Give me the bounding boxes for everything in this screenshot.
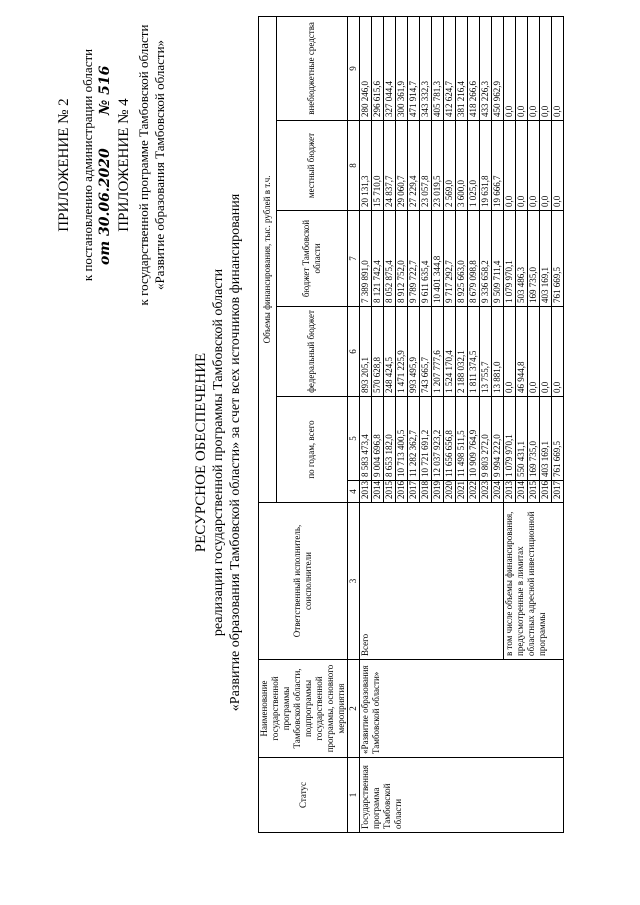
doc-subtitle-2: «Развитие образования Тамбовской области» за счет всех источников финансирования	[228, 193, 243, 712]
local-cell: 1 025,0	[468, 121, 480, 211]
to-program-line: к государственной программе Тамбовской области	[136, 24, 151, 306]
total-cell: 9 803 272,0	[480, 397, 492, 481]
total-cell: 550 431,1	[516, 397, 528, 481]
total-cell: 169 735,0	[528, 397, 540, 481]
extra-cell: 418 266,6	[468, 16, 480, 120]
header-executor: Ответственный исполнитель, соисполнители	[259, 503, 348, 660]
extra-cell: 0,0	[504, 16, 516, 120]
resource-table	[258, 16, 564, 833]
header-status: Статус	[259, 758, 348, 833]
federal-cell: 13 755,7	[480, 307, 492, 397]
federal-cell: 2 188 032,1	[456, 307, 468, 397]
regional-cell: 9 509 711,4	[492, 211, 504, 307]
header-local: местный бюджет	[276, 121, 347, 211]
federal-cell: 893 205,1	[360, 307, 372, 397]
regional-cell: 8 925 663,0	[456, 211, 468, 307]
year-cell: 2016	[396, 481, 408, 503]
to-resolution-line: к постановлению администрации области	[80, 48, 95, 282]
local-cell: 3 600,0	[456, 121, 468, 211]
extra-cell: 0,0	[552, 16, 564, 120]
doc-title: РЕСУРСНОЕ ОБЕСПЕЧЕНИЕ	[193, 352, 209, 553]
year-cell: 2024	[492, 481, 504, 503]
year-cell: 2013	[504, 481, 516, 503]
total-cell: 8 583 473,4	[360, 397, 372, 481]
header-regional: бюджет Тамбовской области	[276, 211, 347, 307]
total-cell: 10 713 400,5	[396, 397, 408, 481]
extra-cell: 381 216,4	[456, 16, 468, 120]
doc-subtitle-1: реализации государственной программы Тамбовской области	[211, 268, 226, 637]
regional-cell: 10 401 344,8	[432, 211, 444, 307]
total-cell: 11 656 656,8	[444, 397, 456, 481]
header-name: Наименование государственной программы Тамбовской области, подпрограммы государственной программы, основного мероприятия	[259, 660, 348, 758]
federal-cell: 570 628,8	[372, 307, 384, 397]
extra-cell: 0,0	[540, 16, 552, 120]
local-cell: 0,0	[504, 121, 516, 211]
year-cell: 2019	[432, 481, 444, 503]
federal-cell: 248 424,5	[384, 307, 396, 397]
total-cell: 761 669,5	[552, 397, 564, 481]
federal-cell: 1 524 170,4	[444, 307, 456, 397]
regional-cell: 9 336 658,2	[480, 211, 492, 307]
regional-cell: 9 717 292,7	[444, 211, 456, 307]
col-num-7: 7	[348, 211, 360, 307]
program-name-line: «Развитие образования Тамбовской области»	[152, 39, 167, 291]
col-num-8: 8	[348, 121, 360, 211]
total-cell: 9 004 696,8	[372, 397, 384, 481]
federal-cell: 0,0	[540, 307, 552, 397]
total-cell: 1 079 970,1	[504, 397, 516, 481]
extra-cell: 296 615,6	[372, 16, 384, 120]
federal-cell: 743 665,7	[420, 307, 432, 397]
local-cell: 23 019,5	[432, 121, 444, 211]
header-extra: внебюджетные средства	[276, 16, 347, 120]
extra-cell: 433 226,3	[480, 16, 492, 120]
extra-cell: 343 332,3	[420, 16, 432, 120]
table-row	[360, 16, 372, 832]
local-cell: 0,0	[552, 121, 564, 211]
year-cell: 2017	[408, 481, 420, 503]
year-cell: 2014	[372, 481, 384, 503]
federal-cell: 0,0	[528, 307, 540, 397]
federal-cell: 46 944,8	[516, 307, 528, 397]
executor-total-cell: Всего	[360, 503, 504, 660]
extra-cell: 450 962,9	[492, 16, 504, 120]
federal-cell: 1 471 225,9	[396, 307, 408, 397]
extra-cell: 0,0	[528, 16, 540, 120]
local-cell: 0,0	[540, 121, 552, 211]
year-cell: 2018	[420, 481, 432, 503]
federal-cell: 993 495,9	[408, 307, 420, 397]
local-cell: 2 569,0	[444, 121, 456, 211]
col-num-1: 1	[348, 758, 360, 833]
federal-cell: 1 207 777,6	[432, 307, 444, 397]
col-num-2: 2	[348, 660, 360, 758]
col-num-3: 3	[348, 503, 360, 660]
extra-cell: 300 361,9	[396, 16, 408, 120]
regional-cell: 169 735,0	[528, 211, 540, 307]
year-cell: 2016	[540, 481, 552, 503]
extra-cell: 405 781,3	[432, 16, 444, 120]
extra-cell: 0,0	[516, 16, 528, 120]
regional-cell: 1 079 970,1	[504, 211, 516, 307]
federal-cell: 0,0	[504, 307, 516, 397]
extra-cell: 280 246,0	[360, 16, 372, 120]
handwritten-number: № 516	[97, 65, 113, 115]
regional-cell: 8 679 098,8	[468, 211, 480, 307]
year-cell: 2015	[384, 481, 396, 503]
local-cell: 19 631,8	[480, 121, 492, 211]
regional-cell: 9 789 722,7	[408, 211, 420, 307]
total-cell: 11 498 511,5	[456, 397, 468, 481]
appendix-2-title: ПРИЛОЖЕНИЕ № 2	[56, 98, 72, 232]
regional-cell: 503 486,3	[516, 211, 528, 307]
year-cell: 2023	[480, 481, 492, 503]
local-cell: 0,0	[516, 121, 528, 211]
federal-cell: 0,0	[552, 307, 564, 397]
regional-cell: 761 669,5	[552, 211, 564, 307]
extra-cell: 327 044,4	[384, 16, 396, 120]
year-cell: 2020	[444, 481, 456, 503]
total-cell: 9 994 222,0	[492, 397, 504, 481]
year-cell: 2022	[468, 481, 480, 503]
local-cell: 24 837,7	[384, 121, 396, 211]
regional-cell: 8 912 752,0	[396, 211, 408, 307]
status-cell: Государственная программа Тамбовской области	[360, 758, 564, 833]
total-cell: 10 909 764,9	[468, 397, 480, 481]
header-federal: федеральный бюджет	[276, 307, 347, 397]
total-cell: 8 653 182,0	[384, 397, 396, 481]
col-num-5: 5	[348, 397, 360, 481]
year-cell: 2014	[516, 481, 528, 503]
local-cell: 20 131,3	[360, 121, 372, 211]
total-cell: 11 282 362,7	[408, 397, 420, 481]
local-cell: 27 229,4	[408, 121, 420, 211]
federal-cell: 1 811 374,5	[468, 307, 480, 397]
local-cell: 0,0	[528, 121, 540, 211]
total-cell: 10 721 691,2	[420, 397, 432, 481]
year-cell: 2015	[528, 481, 540, 503]
regional-cell: 9 611 635,4	[420, 211, 432, 307]
regional-cell: 7 389 891,0	[360, 211, 372, 307]
total-cell: 12 037 923,2	[432, 397, 444, 481]
year-cell: 2013	[360, 481, 372, 503]
appendix-4-title: ПРИЛОЖЕНИЕ № 4	[116, 98, 132, 232]
regional-cell: 8 121 742,4	[372, 211, 384, 307]
local-cell: 23 057,8	[420, 121, 432, 211]
local-cell: 29 060,7	[396, 121, 408, 211]
total-cell: 403 169,1	[540, 397, 552, 481]
local-cell: 15 710,0	[372, 121, 384, 211]
year-cell: 2017	[552, 481, 564, 503]
extra-cell: 471 914,7	[408, 16, 420, 120]
regional-cell: 403 169,1	[540, 211, 552, 307]
header-total: по годам, всего	[276, 397, 347, 503]
program-name-cell: «Развитие образования Тамбовской области»	[360, 660, 564, 758]
executor-included-cell: в том числе объемы финансирования, предусмотренные в лимитах областных адресной инвестиционной программы	[504, 503, 564, 660]
header-volumes: Объемы финансирования, тыс. рублей в т.ч.	[259, 16, 277, 502]
local-cell: 19 666,7	[492, 121, 504, 211]
year-cell: 2021	[456, 481, 468, 503]
col-num-4: 4	[348, 481, 360, 503]
handwritten-date: от 30.06.2020	[97, 148, 113, 265]
regional-cell: 8 052 875,4	[384, 211, 396, 307]
col-num-9: 9	[348, 16, 360, 120]
col-num-6: 6	[348, 307, 360, 397]
extra-cell: 412 624,7	[444, 16, 456, 120]
federal-cell: 13 881,0	[492, 307, 504, 397]
